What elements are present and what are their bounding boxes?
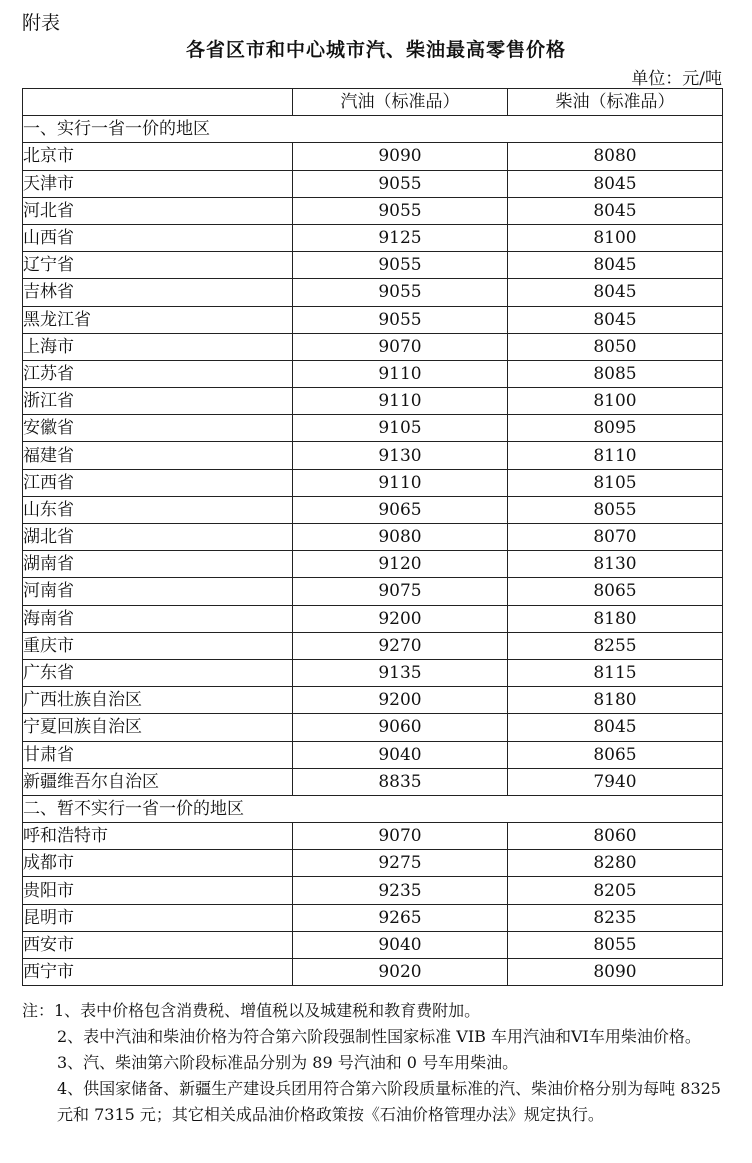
table-row [23, 605, 723, 632]
table-header-row [23, 89, 723, 116]
table-row [23, 279, 723, 306]
region-name-cell: 山西省 [23, 224, 293, 251]
header-diesel: 柴油（标准品） [508, 89, 723, 116]
table-row [23, 496, 723, 523]
region-name-cell: 北京市 [23, 143, 293, 170]
table-row [23, 714, 723, 741]
gasoline-price-cell: 9105 [293, 415, 508, 442]
table-row [23, 659, 723, 686]
note-4: 4、供国家储备、新疆生产建设兵团用符合第六阶段质量标准的汽、柴油价格分别为每吨 8325 元和 7315 元；其它相关成品油价格政策按《石油价格管理办法》规定执行。 [57, 1079, 721, 1124]
region-name-cell: 呼和浩特市 [23, 823, 293, 850]
table-body [23, 116, 723, 986]
diesel-price-cell: 8085 [508, 360, 723, 387]
gasoline-price-cell: 9270 [293, 632, 508, 659]
diesel-price-cell: 8090 [508, 959, 723, 986]
gasoline-price-cell: 9125 [293, 224, 508, 251]
diesel-price-cell: 7940 [508, 768, 723, 795]
header-region [23, 89, 293, 116]
diesel-price-cell: 8050 [508, 333, 723, 360]
region-name-cell: 广东省 [23, 659, 293, 686]
note-3: 3、汽、柴油第六阶段标准品分别为 89 号汽油和 0 号车用柴油。 [57, 1053, 519, 1072]
diesel-price-cell: 8045 [508, 252, 723, 279]
diesel-price-cell: 8280 [508, 850, 723, 877]
gasoline-price-cell: 9090 [293, 143, 508, 170]
table-row [23, 388, 723, 415]
region-name-cell: 贵阳市 [23, 877, 293, 904]
table-row [23, 741, 723, 768]
table-row [23, 768, 723, 795]
table-row [23, 170, 723, 197]
region-name-cell: 福建省 [23, 442, 293, 469]
diesel-price-cell: 8080 [508, 143, 723, 170]
gasoline-price-cell: 9055 [293, 252, 508, 279]
region-name-cell: 山东省 [23, 496, 293, 523]
diesel-price-cell: 8255 [508, 632, 723, 659]
table-row [23, 524, 723, 551]
note-1: 注：1、表中价格包含消费税、增值税以及城建税和教育费附加。 [22, 1001, 481, 1020]
gasoline-price-cell: 9075 [293, 578, 508, 605]
diesel-price-cell: 8130 [508, 551, 723, 578]
diesel-price-cell: 8205 [508, 877, 723, 904]
region-name-cell: 辽宁省 [23, 252, 293, 279]
gasoline-price-cell: 9040 [293, 741, 508, 768]
header-gasoline: 汽油（标准品） [293, 89, 508, 116]
table-row [23, 904, 723, 931]
table-row [23, 333, 723, 360]
diesel-price-cell: 8105 [508, 469, 723, 496]
region-name-cell: 河南省 [23, 578, 293, 605]
diesel-price-cell: 8100 [508, 388, 723, 415]
table-row [23, 632, 723, 659]
table-row [23, 931, 723, 958]
table-row [23, 850, 723, 877]
diesel-price-cell: 8065 [508, 741, 723, 768]
section-label: 一、实行一省一价的地区 [23, 116, 723, 143]
gasoline-price-cell: 9065 [293, 496, 508, 523]
diesel-price-cell: 8045 [508, 714, 723, 741]
table-row [23, 823, 723, 850]
table-row [23, 415, 723, 442]
diesel-price-cell: 8045 [508, 170, 723, 197]
gasoline-price-cell: 9070 [293, 333, 508, 360]
diesel-price-cell: 8045 [508, 279, 723, 306]
note-2: 2、表中汽油和柴油价格为符合第六阶段强制性国家标准 VIB 车用汽油和VI车用柴油价格。 [57, 1027, 701, 1046]
unit-label: 单位：元/吨 [631, 69, 722, 89]
region-name-cell: 昆明市 [23, 904, 293, 931]
diesel-price-cell: 8070 [508, 524, 723, 551]
table-row [23, 877, 723, 904]
table-row [23, 469, 723, 496]
diesel-price-cell: 8045 [508, 306, 723, 333]
gasoline-price-cell: 9135 [293, 659, 508, 686]
gasoline-price-cell: 9055 [293, 306, 508, 333]
gasoline-price-cell: 9060 [293, 714, 508, 741]
table-row [23, 959, 723, 986]
diesel-price-cell: 8095 [508, 415, 723, 442]
region-name-cell: 吉林省 [23, 279, 293, 306]
gasoline-price-cell: 9070 [293, 823, 508, 850]
section-row [23, 795, 723, 822]
diesel-price-cell: 8115 [508, 659, 723, 686]
gasoline-price-cell: 9110 [293, 360, 508, 387]
table-row [23, 252, 723, 279]
gasoline-price-cell: 9200 [293, 605, 508, 632]
gasoline-price-cell: 9055 [293, 197, 508, 224]
gasoline-price-cell: 9130 [293, 442, 508, 469]
table-row [23, 551, 723, 578]
gasoline-price-cell: 9200 [293, 687, 508, 714]
region-name-cell: 湖北省 [23, 524, 293, 551]
price-table [22, 88, 723, 986]
region-name-cell: 安徽省 [23, 415, 293, 442]
table-row [23, 360, 723, 387]
region-name-cell: 西安市 [23, 931, 293, 958]
table-row [23, 578, 723, 605]
gasoline-price-cell: 9275 [293, 850, 508, 877]
region-name-cell: 河北省 [23, 197, 293, 224]
table-row [23, 442, 723, 469]
diesel-price-cell: 8235 [508, 904, 723, 931]
diesel-price-cell: 8100 [508, 224, 723, 251]
table-row [23, 687, 723, 714]
gasoline-price-cell: 9055 [293, 279, 508, 306]
region-name-cell: 江西省 [23, 469, 293, 496]
gasoline-price-cell: 9040 [293, 931, 508, 958]
region-name-cell: 江苏省 [23, 360, 293, 387]
notes [22, 998, 732, 1128]
gasoline-price-cell: 9080 [293, 524, 508, 551]
page-title: 各省区市和中心城市汽、柴油最高零售价格 [185, 39, 566, 61]
diesel-price-cell: 8060 [508, 823, 723, 850]
table-row [23, 224, 723, 251]
gasoline-price-cell: 9110 [293, 469, 508, 496]
region-name-cell: 浙江省 [23, 388, 293, 415]
region-name-cell: 重庆市 [23, 632, 293, 659]
diesel-price-cell: 8180 [508, 687, 723, 714]
region-name-cell: 成都市 [23, 850, 293, 877]
appendix-label: 附表 [22, 12, 61, 34]
region-name-cell: 西宁市 [23, 959, 293, 986]
region-name-cell: 天津市 [23, 170, 293, 197]
gasoline-price-cell: 9120 [293, 551, 508, 578]
gasoline-price-cell: 9055 [293, 170, 508, 197]
table-row [23, 197, 723, 224]
region-name-cell: 上海市 [23, 333, 293, 360]
region-name-cell: 湖南省 [23, 551, 293, 578]
gasoline-price-cell: 9020 [293, 959, 508, 986]
gasoline-price-cell: 9265 [293, 904, 508, 931]
diesel-price-cell: 8055 [508, 496, 723, 523]
region-name-cell: 甘肃省 [23, 741, 293, 768]
diesel-price-cell: 8045 [508, 197, 723, 224]
gasoline-price-cell: 8835 [293, 768, 508, 795]
diesel-price-cell: 8180 [508, 605, 723, 632]
gasoline-price-cell: 9235 [293, 877, 508, 904]
section-label: 二、暂不实行一省一价的地区 [23, 795, 723, 822]
gasoline-price-cell: 9110 [293, 388, 508, 415]
diesel-price-cell: 8065 [508, 578, 723, 605]
section-row [23, 116, 723, 143]
region-name-cell: 广西壮族自治区 [23, 687, 293, 714]
region-name-cell: 黑龙江省 [23, 306, 293, 333]
table-row [23, 143, 723, 170]
diesel-price-cell: 8110 [508, 442, 723, 469]
region-name-cell: 海南省 [23, 605, 293, 632]
table-row [23, 306, 723, 333]
diesel-price-cell: 8055 [508, 931, 723, 958]
region-name-cell: 宁夏回族自治区 [23, 714, 293, 741]
region-name-cell: 新疆维吾尔自治区 [23, 768, 293, 795]
